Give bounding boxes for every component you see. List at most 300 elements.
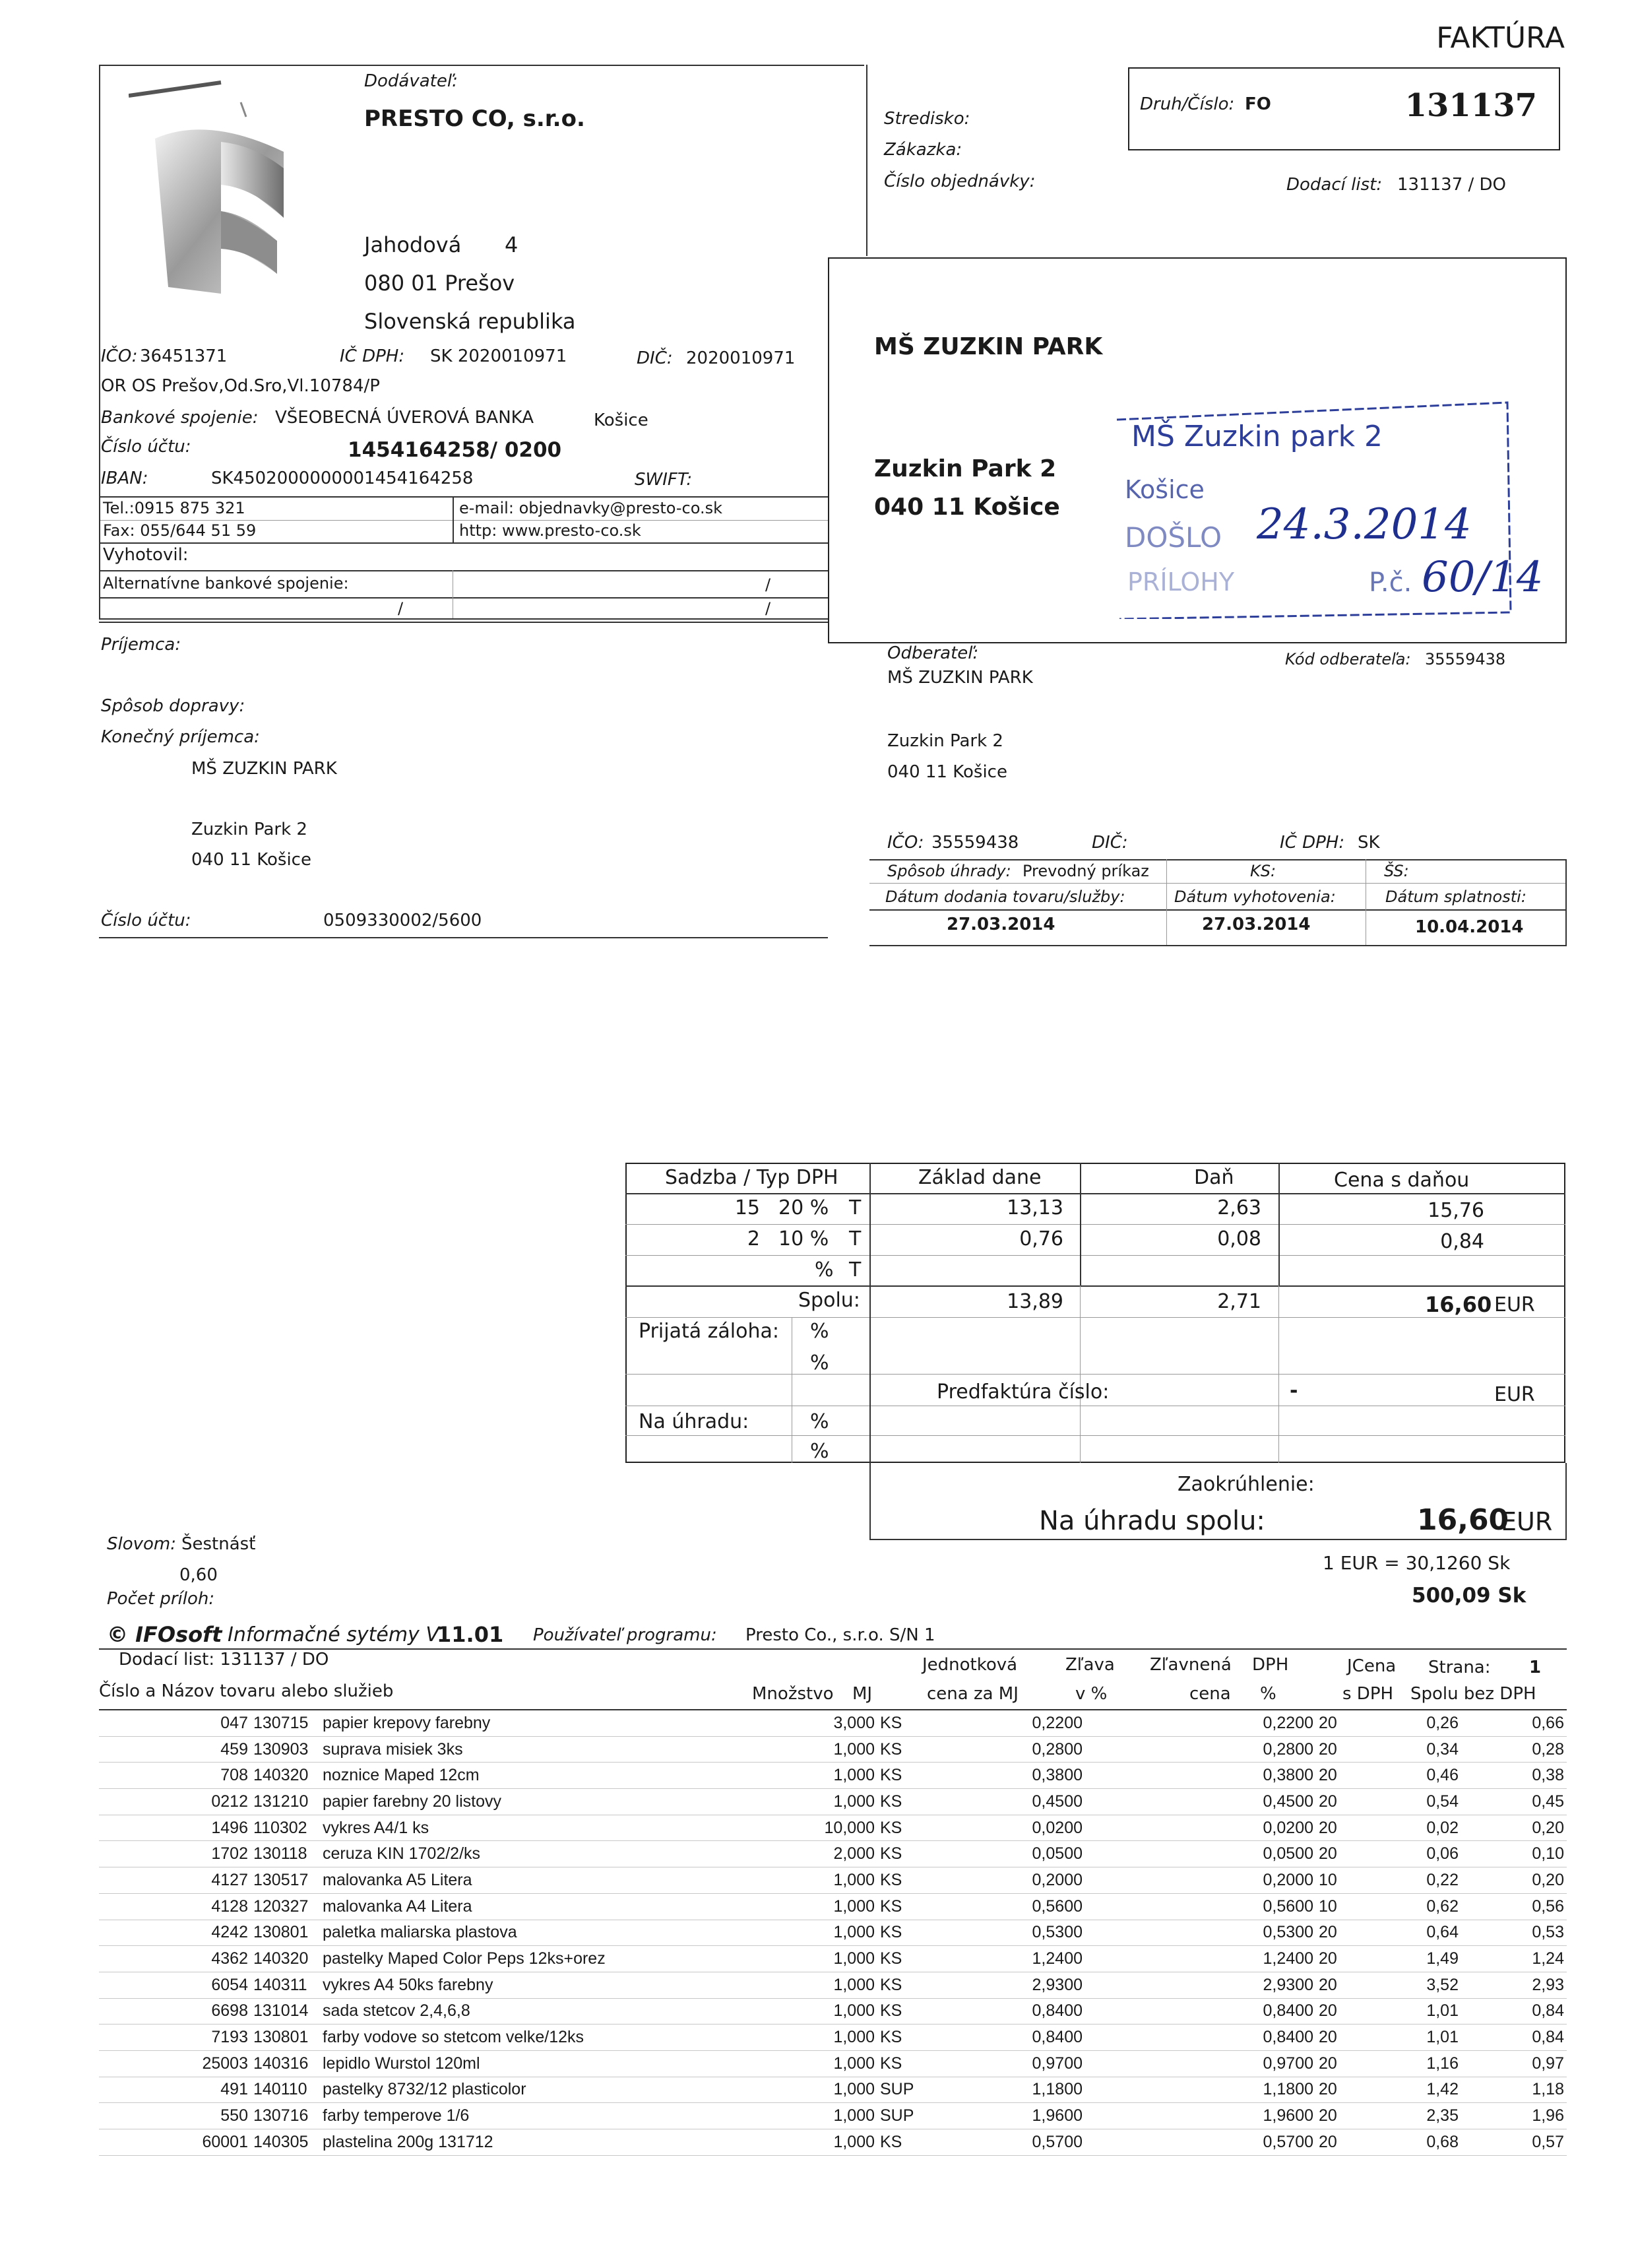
item-discount	[1085, 1841, 1164, 1867]
item-code: 140316	[251, 2050, 320, 2077]
items-col-discount-2: v %	[1075, 1684, 1108, 1704]
alt-bank-slash-2: /	[398, 599, 404, 618]
item-total: 0,57	[1461, 2129, 1567, 2156]
final-recipient-street: Zuzkin Park 2	[191, 820, 307, 839]
software-user-label: Používateľ programu:	[533, 1625, 717, 1645]
item-unit: KS	[877, 1763, 940, 1789]
item-price-with-vat: 0,02	[1356, 1815, 1461, 1841]
item-price-with-vat: 0,64	[1356, 1920, 1461, 1946]
vat-sum-tax: 2,71	[1217, 1290, 1261, 1313]
item-total: 1,96	[1461, 2103, 1567, 2129]
table-row	[99, 1867, 1567, 1894]
item-quantity: 1,000	[755, 1946, 877, 1972]
item-price-with-vat: 0,62	[1356, 1893, 1461, 1920]
item-name: papier krepovy farebny	[320, 1710, 755, 1736]
recipient-label: Príjemca:	[101, 635, 181, 655]
customer-code: 35559438	[1425, 650, 1506, 668]
address-name: MŠ ZUZKIN PARK	[874, 333, 1103, 360]
item-total: 0,97	[1461, 2050, 1567, 2077]
final-recipient-name: MŠ ZUZKIN PARK	[191, 759, 337, 779]
item-total: 0,20	[1461, 1815, 1567, 1841]
final-recipient-label: Konečný príjemca:	[101, 727, 260, 747]
item-discounted-price: 1,9600	[1164, 2103, 1316, 2129]
customer-city: 040 11 Košice	[887, 762, 1007, 782]
item-price-with-vat: 0,26	[1356, 1710, 1461, 1736]
item-quantity: 1,000	[755, 2025, 877, 2051]
software-brand: © IFOsoft	[107, 1622, 222, 1647]
item-unit-price: 0,8400	[940, 2025, 1085, 2051]
item-unit: KS	[877, 2050, 940, 2077]
items-col-disc-price-1: Zľavnená	[1150, 1655, 1232, 1675]
table-row	[99, 1815, 1567, 1841]
vat-row-2-total: 0,84	[1440, 1230, 1484, 1253]
alt-bank-slash-1: /	[765, 575, 771, 594]
grand-total-label: Na úhradu spolu:	[1039, 1506, 1265, 1536]
item-discount	[1085, 2077, 1164, 2103]
item-number: 60001	[99, 2129, 251, 2156]
delivery-date: 27.03.2014	[947, 915, 1055, 934]
item-number: 708	[99, 1763, 251, 1789]
recipient-account-label: Číslo účtu:	[101, 911, 191, 930]
item-price-with-vat: 2,35	[1356, 2103, 1461, 2129]
item-unit: KS	[877, 1736, 940, 1763]
item-discount	[1085, 1867, 1164, 1894]
vat-row-2-tax: 0,08	[1217, 1227, 1261, 1250]
bank-city: Košice	[594, 410, 648, 430]
item-price-with-vat: 0,06	[1356, 1841, 1461, 1867]
item-unit: SUP	[877, 2077, 940, 2103]
item-unit-price: 1,1800	[940, 2077, 1085, 2103]
address-street: Zuzkin Park 2	[874, 455, 1057, 482]
item-price-with-vat: 0,68	[1356, 2129, 1461, 2156]
software-version: 11.01	[437, 1622, 504, 1647]
item-unit-price: 1,9600	[940, 2103, 1085, 2129]
item-price-with-vat: 0,34	[1356, 1736, 1461, 1763]
item-code: 130517	[251, 1867, 320, 1894]
item-name: vykres A4/1 ks	[320, 1815, 755, 1841]
items-col-qty: Množstvo	[752, 1684, 834, 1704]
vat-row-3-rate: %	[815, 1258, 834, 1281]
item-vat-rate: 20	[1316, 2050, 1356, 2077]
stamp-handwritten-date: 24.3.2014	[1257, 500, 1472, 549]
item-discount	[1085, 1789, 1164, 1815]
stamp-handwritten-number: 60/14	[1422, 553, 1544, 602]
item-discounted-price: 0,0500	[1164, 1841, 1316, 1867]
item-vat-rate: 20	[1316, 1946, 1356, 1972]
bank-label: Bankové spojenie:	[101, 408, 259, 428]
vat-sum-base: 13,89	[1007, 1290, 1063, 1313]
software-user: Presto Co., s.r.o. S/N 1	[745, 1625, 935, 1645]
recipient-account: 0509330002/5600	[323, 911, 482, 930]
rounding-label: Zaokrúhlenie:	[1178, 1473, 1315, 1496]
item-total: 0,66	[1461, 1710, 1567, 1736]
doc-type-label: Druh/Číslo:	[1140, 94, 1235, 114]
item-vat-rate: 10	[1316, 1893, 1356, 1920]
vat-col-rate: Sadzba / Typ DPH	[665, 1166, 838, 1189]
stamp-pc: P.č.	[1369, 567, 1412, 598]
item-discounted-price: 0,8400	[1164, 2025, 1316, 2051]
item-name: pastelky Maped Color Peps 12ks+orez	[320, 1946, 755, 1972]
vat-row-2-base: 0,76	[1019, 1227, 1063, 1250]
item-unit-price: 0,2800	[940, 1736, 1085, 1763]
table-row	[99, 1710, 1567, 1736]
item-quantity: 1,000	[755, 1998, 877, 2025]
item-vat-rate: 20	[1316, 1736, 1356, 1763]
table-row	[99, 2025, 1567, 2051]
item-quantity: 10,000	[755, 1815, 877, 1841]
item-vat-rate: 20	[1316, 1763, 1356, 1789]
invoice-number: 131137	[1404, 87, 1537, 124]
item-quantity: 1,000	[755, 2129, 877, 2156]
items-col-name: Číslo a Názov tovaru alebo služieb	[99, 1681, 394, 1701]
vat-sum-currency: EUR	[1494, 1293, 1535, 1316]
item-discount	[1085, 1920, 1164, 1946]
item-quantity: 1,000	[755, 1736, 877, 1763]
item-number: 6054	[99, 1972, 251, 1998]
supplier-street: Jahodová	[364, 232, 462, 257]
vat-col-tax: Daň	[1194, 1166, 1234, 1189]
table-row	[99, 2129, 1567, 2156]
customer-icdph: SK	[1358, 833, 1380, 853]
supplier-dic: 2020010971	[686, 348, 796, 368]
table-row	[99, 2077, 1567, 2103]
item-discounted-price: 0,2200	[1164, 1710, 1316, 1736]
software-system: Informačné sytémy V	[228, 1623, 439, 1646]
item-vat-rate: 20	[1316, 2103, 1356, 2129]
item-discount	[1085, 2129, 1164, 2156]
total-in-sk: 500,09 Sk	[1412, 1584, 1526, 1607]
customer-ico: 35559438	[931, 833, 1019, 853]
item-discount	[1085, 2025, 1164, 2051]
ks-label: KS:	[1250, 862, 1276, 880]
items-col-unit-price-2: cena za MJ	[927, 1684, 1019, 1704]
words-value: Šestnásť	[181, 1534, 256, 1554]
supplier-label: Dodávateľ:	[364, 71, 458, 91]
supplier-account: 1454164258/ 0200	[348, 438, 562, 462]
stamp-line-3: DOŠLO	[1125, 521, 1222, 554]
item-vat-rate: 20	[1316, 1789, 1356, 1815]
supplier-iban: SK4502000000001454164258	[211, 469, 474, 488]
item-discounted-price: 0,5300	[1164, 1920, 1316, 1946]
item-code: 130715	[251, 1710, 320, 1736]
item-number: 1702	[99, 1841, 251, 1867]
company-logo	[129, 76, 333, 300]
items-delivery-note: Dodací list: 131137 / DO	[119, 1650, 329, 1669]
attachments-label: Počet príloh:	[107, 1589, 215, 1609]
item-name: farby temperove 1/6	[320, 2103, 755, 2129]
item-price-with-vat: 1,16	[1356, 2050, 1461, 2077]
vat-row-2-code: 2	[747, 1227, 760, 1250]
words-value-2: 0,60	[179, 1565, 218, 1585]
item-number: 1496	[99, 1815, 251, 1841]
item-unit-price: 0,5700	[940, 2129, 1085, 2156]
item-discounted-price: 0,2000	[1164, 1867, 1316, 1894]
item-discounted-price: 2,9300	[1164, 1972, 1316, 1998]
supplier-country: Slovenská republika	[364, 309, 576, 334]
item-quantity: 2,000	[755, 1841, 877, 1867]
item-code: 140320	[251, 1946, 320, 1972]
customer-code-label: Kód odberateľa:	[1285, 650, 1411, 668]
table-row	[99, 1763, 1567, 1789]
issued-by-label: Vyhotovil:	[103, 545, 189, 565]
table-row	[99, 1841, 1567, 1867]
items-col-jcena-2: s DPH	[1342, 1684, 1394, 1704]
item-code: 130801	[251, 1920, 320, 1946]
vat-row-1-code: 15	[734, 1196, 760, 1219]
item-quantity: 1,000	[755, 1893, 877, 1920]
item-number: 25003	[99, 2050, 251, 2077]
table-row	[99, 1998, 1567, 2025]
item-total: 0,10	[1461, 1841, 1567, 1867]
item-price-with-vat: 0,46	[1356, 1763, 1461, 1789]
item-unit: KS	[877, 1815, 940, 1841]
payment-method: Prevodný príkaz	[1022, 862, 1149, 880]
delivery-date-label: Dátum dodania tovaru/služby:	[885, 888, 1125, 906]
item-discounted-price: 0,0200	[1164, 1815, 1316, 1841]
item-unit-price: 0,0200	[940, 1815, 1085, 1841]
item-price-with-vat: 0,22	[1356, 1867, 1461, 1894]
item-price-with-vat: 1,42	[1356, 2077, 1461, 2103]
item-discount	[1085, 1710, 1164, 1736]
vat-row-1-base: 13,13	[1007, 1196, 1063, 1219]
account-label: Číslo účtu:	[101, 437, 191, 457]
proforma-label: Predfaktúra číslo:	[937, 1380, 1110, 1404]
item-total: 0,38	[1461, 1763, 1567, 1789]
logo-f-icon	[129, 76, 333, 300]
vat-col-total: Cena s daňou	[1334, 1169, 1470, 1192]
to-pay-percent-1: %	[810, 1410, 829, 1433]
item-total: 0,56	[1461, 1893, 1567, 1920]
item-discounted-price: 1,1800	[1164, 2077, 1316, 2103]
item-vat-rate: 20	[1316, 1998, 1356, 2025]
table-row	[99, 1893, 1567, 1920]
supplier-tel: Tel.:0915 875 321	[103, 499, 245, 517]
item-discounted-price: 0,2800	[1164, 1736, 1316, 1763]
vat-col-base: Základ dane	[918, 1166, 1042, 1189]
item-discount	[1085, 1972, 1164, 1998]
item-unit: KS	[877, 1789, 940, 1815]
item-price-with-vat: 1,01	[1356, 1998, 1461, 2025]
item-unit: KS	[877, 1867, 940, 1894]
supplier-city: 080 01 Prešov	[364, 271, 515, 296]
supplier-web[interactable]: http: www.presto-co.sk	[459, 521, 641, 540]
item-unit: KS	[877, 1972, 940, 1998]
item-name: lepidlo Wurstol 120ml	[320, 2050, 755, 2077]
item-unit-price: 0,4500	[940, 1789, 1085, 1815]
to-pay-percent-2: %	[810, 1440, 829, 1463]
item-name: paletka maliarska plastova	[320, 1920, 755, 1946]
item-vat-rate: 20	[1316, 1710, 1356, 1736]
items-col-unit: MJ	[852, 1684, 873, 1704]
item-vat-rate: 20	[1316, 1972, 1356, 1998]
item-unit-price: 0,3800	[940, 1763, 1085, 1789]
item-vat-rate: 20	[1316, 1841, 1356, 1867]
customer-label: Odberateľ:	[887, 643, 979, 663]
item-quantity: 1,000	[755, 1763, 877, 1789]
item-total: 0,84	[1461, 2025, 1567, 2051]
vat-row-3-type: T	[849, 1258, 862, 1281]
supplier-icdph: SK 2020010971	[430, 346, 567, 366]
items-page-number: 1	[1529, 1658, 1542, 1677]
vat-row-2-type: T	[849, 1227, 862, 1250]
items-col-disc-price-2: cena	[1189, 1684, 1231, 1704]
item-discounted-price: 0,4500	[1164, 1789, 1316, 1815]
item-code: 130801	[251, 2025, 320, 2051]
item-code: 130903	[251, 1736, 320, 1763]
item-unit-price: 0,0500	[940, 1841, 1085, 1867]
bank-name: VŠEOBECNÁ ÚVEROVÁ BANKA	[275, 408, 534, 428]
stamp-line-2: Košice	[1125, 475, 1205, 504]
issue-date-label: Dátum vyhotovenia:	[1174, 888, 1336, 906]
item-total: 0,28	[1461, 1736, 1567, 1763]
item-code: 130716	[251, 2103, 320, 2129]
item-vat-rate: 10	[1316, 1867, 1356, 1894]
supplier-email[interactable]: e-mail: objednavky@presto-co.sk	[459, 499, 723, 517]
item-discount	[1085, 1946, 1164, 1972]
supplier-ico-label: IČO:	[101, 346, 138, 366]
item-vat-rate: 20	[1316, 2025, 1356, 2051]
item-code: 140311	[251, 1972, 320, 1998]
items-col-vat-2: %	[1260, 1684, 1276, 1704]
order-number-label: Číslo objednávky:	[884, 172, 1036, 191]
item-discount	[1085, 1736, 1164, 1763]
item-price-with-vat: 0,54	[1356, 1789, 1461, 1815]
item-total: 0,45	[1461, 1789, 1567, 1815]
item-name: pastelky 8732/12 plasticolor	[320, 2077, 755, 2103]
table-row	[99, 1789, 1567, 1815]
ss-label: ŠS:	[1384, 862, 1409, 880]
item-unit: KS	[877, 2129, 940, 2156]
item-discounted-price: 0,5700	[1164, 2129, 1316, 2156]
table-row	[99, 1920, 1567, 1946]
item-number: 4127	[99, 1867, 251, 1894]
supplier-icdph-label: IČ DPH:	[340, 346, 405, 366]
items-page-label: Strana:	[1428, 1658, 1491, 1677]
item-code: 140110	[251, 2077, 320, 2103]
item-unit: KS	[877, 1841, 940, 1867]
item-unit-price: 0,5300	[940, 1920, 1085, 1946]
item-unit-price: 0,9700	[940, 2050, 1085, 2077]
item-number: 7193	[99, 2025, 251, 2051]
item-total: 0,53	[1461, 1920, 1567, 1946]
customer-name: MŠ ZUZKIN PARK	[887, 668, 1033, 688]
exchange-rate: 1 EUR = 30,1260 Sk	[1323, 1552, 1511, 1574]
item-discounted-price: 0,8400	[1164, 1998, 1316, 2025]
vat-row-1-type: T	[849, 1196, 862, 1219]
item-code: 140305	[251, 2129, 320, 2156]
item-quantity: 1,000	[755, 1789, 877, 1815]
item-total: 2,93	[1461, 1972, 1567, 1998]
items-col-total: Spolu bez DPH	[1410, 1684, 1536, 1704]
items-col-unit-price-1: Jednotková	[922, 1655, 1018, 1675]
item-vat-rate: 20	[1316, 1815, 1356, 1841]
item-unit: KS	[877, 1946, 940, 1972]
table-row	[99, 2050, 1567, 2077]
item-name: farby vodove so stetcom velke/12ks	[320, 2025, 755, 2051]
to-pay-label: Na úhradu:	[639, 1410, 749, 1433]
item-vat-rate: 20	[1316, 2129, 1356, 2156]
item-unit-price: 2,9300	[940, 1972, 1085, 1998]
delivery-note-label: Dodací list:	[1286, 175, 1383, 195]
issue-date: 27.03.2014	[1202, 915, 1311, 934]
item-discount	[1085, 2050, 1164, 2077]
stamp-line-4: PRÍLOHY	[1127, 567, 1235, 597]
item-unit-price: 0,8400	[940, 1998, 1085, 2025]
item-quantity: 1,000	[755, 2050, 877, 2077]
item-name: vykres A4 50ks farebny	[320, 1972, 755, 1998]
item-number: 047	[99, 1710, 251, 1736]
item-unit-price: 1,2400	[940, 1946, 1085, 1972]
item-discount	[1085, 1815, 1164, 1841]
item-unit: KS	[877, 1893, 940, 1920]
item-number: 459	[99, 1736, 251, 1763]
due-date-label: Dátum splatnosti:	[1385, 888, 1526, 906]
customer-street: Zuzkin Park 2	[887, 731, 1003, 751]
item-number: 6698	[99, 1998, 251, 2025]
item-unit-price: 0,5600	[940, 1893, 1085, 1920]
swift-label: SWIFT:	[635, 470, 693, 490]
item-total: 1,18	[1461, 2077, 1567, 2103]
item-number: 550	[99, 2103, 251, 2129]
item-price-with-vat: 3,52	[1356, 1972, 1461, 1998]
order-label: Zákazka:	[884, 140, 962, 160]
item-code: 131210	[251, 1789, 320, 1815]
items-col-vat-1: DPH	[1252, 1655, 1289, 1675]
table-row	[99, 1972, 1567, 1998]
item-quantity: 1,000	[755, 1972, 877, 1998]
vat-row-1-tax: 2,63	[1217, 1196, 1261, 1219]
items-col-jcena-1: JCena	[1347, 1656, 1397, 1676]
grand-total-value: 16,60	[1417, 1503, 1509, 1537]
due-date: 10.04.2014	[1415, 917, 1524, 937]
item-unit-price: 0,2000	[940, 1867, 1085, 1894]
items-table	[99, 1710, 1567, 2156]
supplier-ico: 36451371	[140, 346, 228, 366]
item-discounted-price: 0,5600	[1164, 1893, 1316, 1920]
iban-label: IBAN:	[101, 469, 148, 488]
item-unit: KS	[877, 2025, 940, 2051]
item-discounted-price: 0,9700	[1164, 2050, 1316, 2077]
vat-row-2-rate: 10 %	[778, 1227, 829, 1250]
item-name: malovanka A5 Litera	[320, 1867, 755, 1894]
grand-total-currency: EUR	[1501, 1507, 1553, 1536]
address-city: 040 11 Košice	[874, 494, 1060, 521]
item-discount	[1085, 1998, 1164, 2025]
item-unit: KS	[877, 1710, 940, 1736]
item-number: 4362	[99, 1946, 251, 1972]
supplier-dic-label: DIČ:	[637, 348, 673, 368]
delivery-note-number: 131137 / DO	[1397, 175, 1507, 195]
item-unit: KS	[877, 1920, 940, 1946]
stamp-line-1: MŠ Zuzkin park 2	[1131, 420, 1383, 453]
item-code: 120327	[251, 1893, 320, 1920]
item-number: 4128	[99, 1893, 251, 1920]
item-total: 1,24	[1461, 1946, 1567, 1972]
item-discount	[1085, 2103, 1164, 2129]
item-discounted-price: 1,2400	[1164, 1946, 1316, 1972]
vat-row-1-total: 15,76	[1428, 1199, 1484, 1222]
item-number: 491	[99, 2077, 251, 2103]
supplier-register: OR OS Prešov,Od.Sro,Vl.10784/P	[101, 376, 380, 396]
supplier-fax: Fax: 055/644 51 59	[103, 521, 257, 540]
item-number: 4242	[99, 1920, 251, 1946]
vat-sum-total: 16,60	[1425, 1292, 1492, 1317]
customer-ico-label: IČO:	[887, 833, 924, 853]
item-discount	[1085, 1893, 1164, 1920]
item-name: ceruza KIN 1702/2/ks	[320, 1841, 755, 1867]
item-vat-rate: 20	[1316, 2077, 1356, 2103]
items-col-discount-1: Zľava	[1065, 1655, 1115, 1675]
